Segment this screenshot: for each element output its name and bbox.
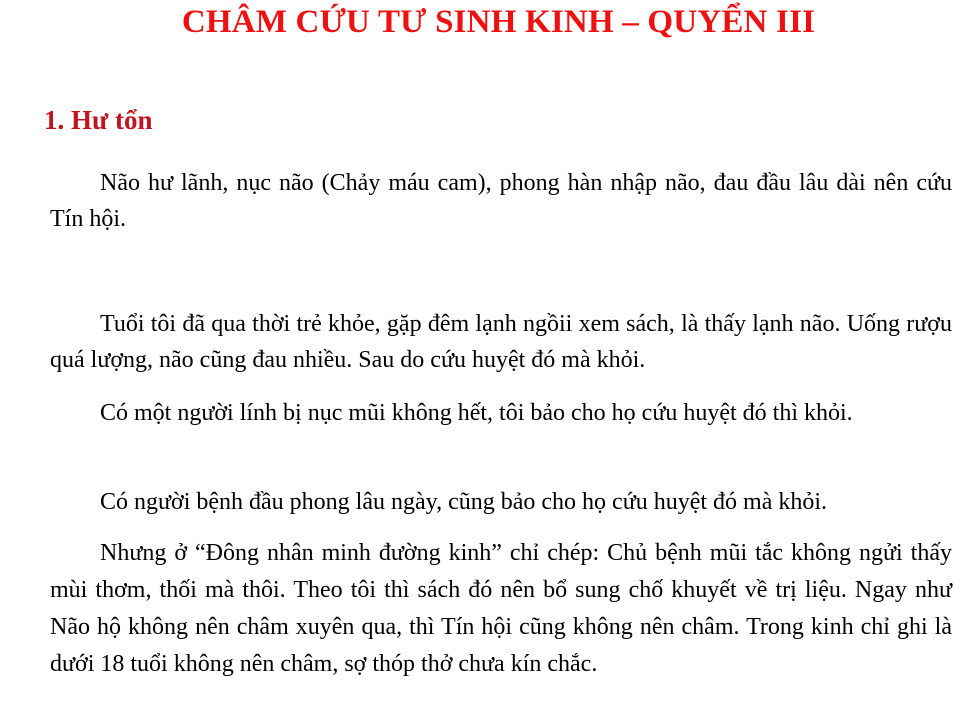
paragraph: Có một người lính bị nục mũi không hết, tôi bảo cho họ cứu huyệt đó thì khỏi. (100, 400, 853, 426)
paragraph: Có người bệnh đầu phong lâu ngày, cũng bảo cho họ cứu huyệt đó mà khỏi. (100, 489, 828, 515)
paragraph: Nhưng ở “Đông nhân minh đường kinh” chỉ chép: Chủ bệnh mũi tắc không ngửi thấy mùi thơm, thối mà thôi. Theo tôi thì sách đó nên bổ sung chố khuyết về trị liệu. Ngay như Não hộ không nên châm xuyên qua, thì Tín hội cũng không nên châm. Trong kinh chỉ ghi là dưới 18 tuổi không nên châm, sợ thóp thở chưa kín chắc. (50, 540, 952, 677)
paragraph: Não hư lãnh, nục não (Chảy máu cam), phong hàn nhập não, đau đầu lâu dài nên cứu Tín hội. (50, 170, 952, 232)
section-heading: 1. Hư tổn (44, 105, 153, 135)
document-title: CHÂM CỨU TƯ SINH KINH – QUYỂN III (181, 4, 816, 40)
paragraph: Tuổi tôi đã qua thời trẻ khỏe, gặp đêm lạnh ngồii xem sách, là thấy lạnh não. Uống rượu quá lượng, não cũng đau nhiều. Sau do cứu huyệt đó mà khỏi. (50, 311, 952, 373)
